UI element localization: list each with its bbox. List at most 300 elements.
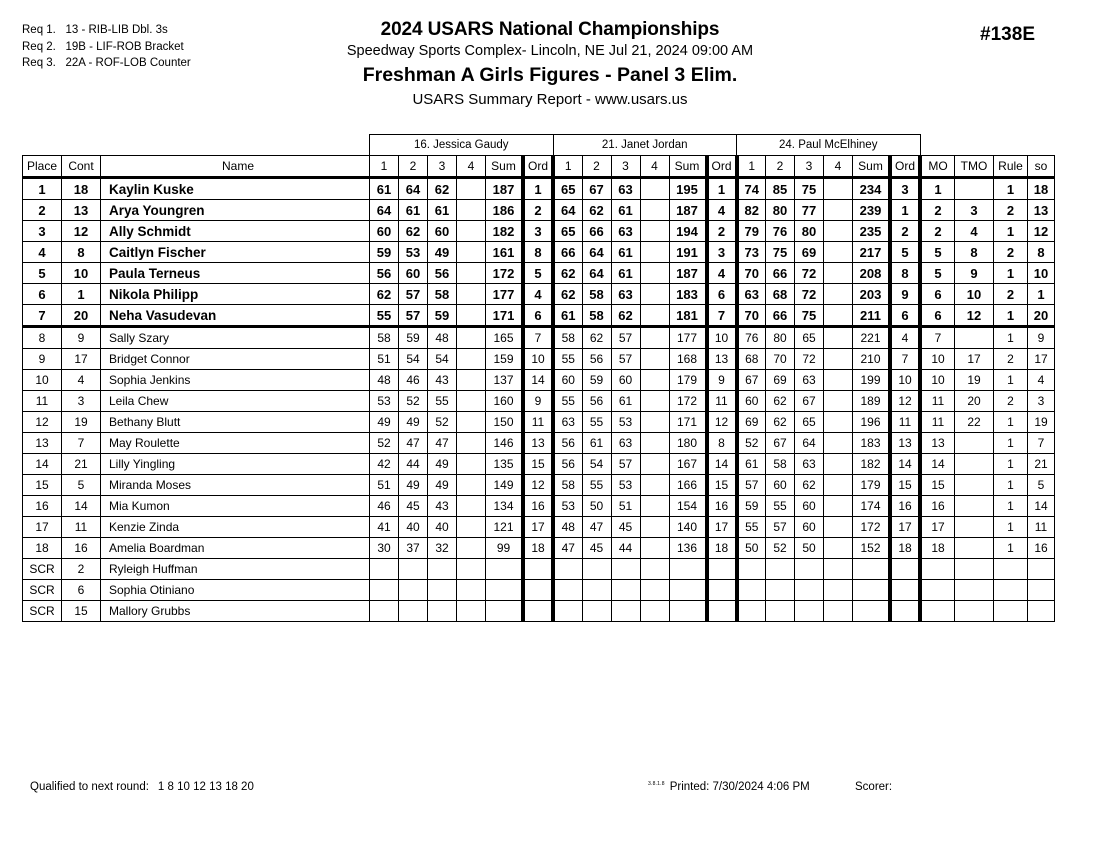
cell-judge1-fig4: [457, 178, 486, 200]
cell-cont: 14: [62, 496, 101, 517]
cell-judge1-fig1: [370, 580, 399, 601]
judge-header-row: [23, 135, 1055, 156]
table-row: [23, 433, 1055, 454]
cell-judge3-fig2: 80: [766, 327, 795, 349]
cell-judge2-fig3: [611, 580, 640, 601]
cell-mo: 2: [920, 221, 955, 242]
cell-judge2-fig4: [640, 391, 669, 412]
cell-judge1-sum: [486, 559, 524, 580]
cell-place: 11: [23, 391, 62, 412]
cell-place: 18: [23, 538, 62, 559]
header-name: Name: [101, 156, 370, 178]
cell-cont: 10: [62, 263, 101, 284]
cell-judge3-fig1: [737, 559, 766, 580]
cell-judge2-fig4: [640, 475, 669, 496]
cell-judge1-sum: 137: [486, 370, 524, 391]
cell-name: Bridget Connor: [101, 349, 370, 370]
cell-so: 14: [1028, 496, 1055, 517]
cell-judge2-fig4: [640, 412, 669, 433]
cell-mo: 16: [920, 496, 955, 517]
cell-judge2-sum: 183: [669, 284, 707, 305]
cell-judge1-ord: 3: [523, 221, 553, 242]
cell-judge1-fig2: 57: [399, 305, 428, 327]
spacer-cell: [994, 135, 1028, 156]
cell-judge3-ord: [890, 601, 920, 622]
cell-place: 1: [23, 178, 62, 200]
cell-tmo: [955, 496, 994, 517]
cell-judge2-fig1: [553, 601, 582, 622]
cell-judge2-fig3: 51: [611, 496, 640, 517]
cell-judge3-fig3: 60: [795, 496, 824, 517]
cell-name: Neha Vasudevan: [101, 305, 370, 327]
cell-judge3-ord: 6: [890, 305, 920, 327]
cell-judge3-fig2: [766, 559, 795, 580]
cell-judge3-sum: 234: [853, 178, 891, 200]
cell-judge2-sum: 180: [669, 433, 707, 454]
cell-judge2-fig4: [640, 454, 669, 475]
cell-rule: [994, 601, 1028, 622]
cell-judge2-fig4: [640, 305, 669, 327]
printed-timestamp: Printed: 7/30/2024 4:06 PM: [669, 781, 810, 793]
cell-rule: 2: [994, 200, 1028, 221]
cell-judge2-sum: 191: [669, 242, 707, 263]
cell-tmo: [955, 475, 994, 496]
requirement-value: 19B - LIF-ROB Bracket: [65, 40, 184, 53]
header-j3-ord: Ord: [890, 156, 920, 178]
cell-judge1-sum: 150: [486, 412, 524, 433]
cell-judge1-fig4: [457, 601, 486, 622]
cell-so: 17: [1028, 349, 1055, 370]
header-j1-fig2: 2: [399, 156, 428, 178]
document-code: #138E: [980, 24, 1035, 45]
cell-judge3-fig1: 74: [737, 178, 766, 200]
cell-judge1-ord: 6: [523, 305, 553, 327]
requirement-value: 13 - RIB-LIB Dbl. 3s: [65, 24, 168, 36]
cell-judge1-fig3: 32: [428, 538, 457, 559]
cell-place: 2: [23, 200, 62, 221]
cell-so: [1028, 580, 1055, 601]
results-table: [22, 134, 1055, 622]
cell-cont: 7: [62, 433, 101, 454]
cell-so: 16: [1028, 538, 1055, 559]
cell-judge3-fig1: 60: [737, 391, 766, 412]
cell-judge3-ord: 13: [890, 433, 920, 454]
cell-judge2-sum: 154: [669, 496, 707, 517]
cell-judge3-fig3: 67: [795, 391, 824, 412]
cell-judge3-fig3: 62: [795, 475, 824, 496]
cell-judge3-sum: [853, 601, 891, 622]
cell-name: Miranda Moses: [101, 475, 370, 496]
cell-judge2-fig2: 47: [582, 517, 611, 538]
header-cont: Cont: [62, 156, 101, 178]
cell-judge1-fig3: 48: [428, 327, 457, 349]
cell-judge3-fig2: 52: [766, 538, 795, 559]
cell-judge1-fig3: 61: [428, 200, 457, 221]
cell-judge3-ord: 4: [890, 327, 920, 349]
cell-name: Sophia Otiniano: [101, 580, 370, 601]
cell-judge1-ord: 15: [523, 454, 553, 475]
cell-judge1-ord: [523, 580, 553, 601]
cell-mo: 7: [920, 327, 955, 349]
cell-judge3-sum: 208: [853, 263, 891, 284]
cell-so: [1028, 559, 1055, 580]
cell-judge2-fig1: 66: [553, 242, 582, 263]
spacer-cell: [62, 135, 101, 156]
cell-name: Kaylin Kuske: [101, 178, 370, 200]
cell-rule: [994, 559, 1028, 580]
table-row: [23, 370, 1055, 391]
cell-judge1-fig2: 47: [399, 433, 428, 454]
cell-so: 12: [1028, 221, 1055, 242]
cell-cont: 8: [62, 242, 101, 263]
cell-judge3-fig2: 75: [766, 242, 795, 263]
cell-judge1-fig1: 42: [370, 454, 399, 475]
cell-name: May Roulette: [101, 433, 370, 454]
cell-judge2-fig2: 62: [582, 200, 611, 221]
cell-judge1-fig2: 45: [399, 496, 428, 517]
cell-judge3-fig1: 67: [737, 370, 766, 391]
cell-judge2-fig3: [611, 601, 640, 622]
cell-judge3-fig4: [824, 580, 853, 601]
cell-judge3-sum: 217: [853, 242, 891, 263]
cell-judge1-fig4: [457, 200, 486, 221]
cell-judge2-fig1: 58: [553, 475, 582, 496]
cell-judge2-sum: 179: [669, 370, 707, 391]
cell-judge2-fig3: [611, 559, 640, 580]
cell-cont: 15: [62, 601, 101, 622]
cell-judge2-fig2: 66: [582, 221, 611, 242]
cell-judge1-fig1: [370, 601, 399, 622]
cell-so: 20: [1028, 305, 1055, 327]
cell-judge2-fig3: 61: [611, 391, 640, 412]
cell-judge1-fig2: 62: [399, 221, 428, 242]
cell-judge3-fig1: 82: [737, 200, 766, 221]
cell-place: 16: [23, 496, 62, 517]
cell-judge2-fig1: 60: [553, 370, 582, 391]
cell-judge2-sum: 136: [669, 538, 707, 559]
cell-judge1-fig1: 64: [370, 200, 399, 221]
cell-judge1-ord: 14: [523, 370, 553, 391]
cell-judge1-ord: 12: [523, 475, 553, 496]
cell-judge3-ord: 8: [890, 263, 920, 284]
cell-judge1-ord: 4: [523, 284, 553, 305]
header-j3-fig4: 4: [824, 156, 853, 178]
spacer-cell: [1028, 135, 1055, 156]
cell-judge3-fig1: 69: [737, 412, 766, 433]
cell-judge3-fig4: [824, 538, 853, 559]
cell-judge1-fig4: [457, 242, 486, 263]
cell-judge3-fig3: [795, 580, 824, 601]
cell-name: Ally Schmidt: [101, 221, 370, 242]
cell-judge1-fig1: 52: [370, 433, 399, 454]
header-j1-ord: Ord: [523, 156, 553, 178]
table-row: [23, 475, 1055, 496]
cell-judge2-ord: 13: [707, 349, 737, 370]
cell-judge3-fig1: 79: [737, 221, 766, 242]
cell-judge1-fig2: 53: [399, 242, 428, 263]
cell-judge3-fig4: [824, 601, 853, 622]
cell-judge2-fig4: [640, 370, 669, 391]
cell-judge1-fig4: [457, 370, 486, 391]
cell-judge2-sum: 166: [669, 475, 707, 496]
cell-judge1-fig3: 40: [428, 517, 457, 538]
cell-judge2-fig3: 53: [611, 475, 640, 496]
judge-1-name: 16. Jessica Gaudy: [370, 135, 554, 156]
cell-judge1-fig1: 41: [370, 517, 399, 538]
cell-judge3-sum: 174: [853, 496, 891, 517]
cell-judge1-ord: 11: [523, 412, 553, 433]
cell-judge1-fig4: [457, 305, 486, 327]
cell-judge2-ord: [707, 601, 737, 622]
cell-tmo: 9: [955, 263, 994, 284]
cell-judge3-sum: 210: [853, 349, 891, 370]
cell-judge2-fig2: 45: [582, 538, 611, 559]
cell-judge1-fig1: 53: [370, 391, 399, 412]
cell-judge1-fig4: [457, 580, 486, 601]
cell-judge3-ord: 17: [890, 517, 920, 538]
cell-so: 7: [1028, 433, 1055, 454]
cell-judge2-ord: 14: [707, 454, 737, 475]
cell-judge1-ord: [523, 559, 553, 580]
cell-tmo: [955, 517, 994, 538]
cell-judge2-fig1: 62: [553, 284, 582, 305]
cell-judge2-fig4: [640, 517, 669, 538]
cell-judge3-fig1: 52: [737, 433, 766, 454]
cell-judge1-sum: [486, 580, 524, 601]
cell-judge1-ord: 9: [523, 391, 553, 412]
cell-judge1-fig2: [399, 559, 428, 580]
cell-judge2-fig1: 55: [553, 349, 582, 370]
requirement-label: Req 1.: [22, 24, 56, 36]
cell-judge1-sum: 159: [486, 349, 524, 370]
cell-judge2-sum: 167: [669, 454, 707, 475]
cell-mo: 11: [920, 412, 955, 433]
cell-judge3-sum: [853, 559, 891, 580]
cell-judge3-fig3: 72: [795, 349, 824, 370]
header-j2-fig4: 4: [640, 156, 669, 178]
cell-judge1-sum: 186: [486, 200, 524, 221]
cell-judge2-ord: 1: [707, 178, 737, 200]
cell-judge1-sum: 99: [486, 538, 524, 559]
cell-judge1-fig2: 60: [399, 263, 428, 284]
cell-place: 15: [23, 475, 62, 496]
cell-tmo: [955, 559, 994, 580]
cell-place: 13: [23, 433, 62, 454]
cell-judge3-fig4: [824, 412, 853, 433]
cell-mo: 14: [920, 454, 955, 475]
table-row: [23, 601, 1055, 622]
cell-judge3-fig2: [766, 601, 795, 622]
cell-judge2-fig2: 64: [582, 242, 611, 263]
cell-judge1-fig4: [457, 284, 486, 305]
cell-judge3-ord: [890, 559, 920, 580]
cell-mo: 1: [920, 178, 955, 200]
cell-judge3-ord: 3: [890, 178, 920, 200]
cell-judge1-sum: 172: [486, 263, 524, 284]
cell-judge3-fig1: 55: [737, 517, 766, 538]
cell-tmo: 20: [955, 391, 994, 412]
cell-judge3-ord: [890, 580, 920, 601]
cell-judge3-ord: 10: [890, 370, 920, 391]
cell-mo: 15: [920, 475, 955, 496]
cell-judge3-fig4: [824, 517, 853, 538]
cell-judge2-fig2: 55: [582, 475, 611, 496]
cell-judge3-fig1: 59: [737, 496, 766, 517]
cell-judge1-fig4: [457, 412, 486, 433]
cell-judge3-fig2: 69: [766, 370, 795, 391]
cell-judge1-fig3: 56: [428, 263, 457, 284]
cell-judge2-ord: 7: [707, 305, 737, 327]
cell-cont: 16: [62, 538, 101, 559]
cell-name: Nikola Philipp: [101, 284, 370, 305]
cell-judge2-ord: 12: [707, 412, 737, 433]
cell-name: Mia Kumon: [101, 496, 370, 517]
cell-judge2-ord: 17: [707, 517, 737, 538]
cell-rule: 2: [994, 391, 1028, 412]
cell-judge1-fig3: 43: [428, 370, 457, 391]
cell-judge3-fig2: 66: [766, 305, 795, 327]
cell-judge3-fig2: 80: [766, 200, 795, 221]
cell-judge2-fig2: 54: [582, 454, 611, 475]
cell-judge2-fig1: 65: [553, 221, 582, 242]
cell-judge3-fig2: 68: [766, 284, 795, 305]
cell-judge3-fig2: 62: [766, 391, 795, 412]
cell-judge1-fig3: 55: [428, 391, 457, 412]
cell-judge3-fig4: [824, 305, 853, 327]
cell-judge1-sum: 171: [486, 305, 524, 327]
header-so: so: [1028, 156, 1055, 178]
cell-judge2-fig2: 58: [582, 305, 611, 327]
cell-rule: 2: [994, 284, 1028, 305]
cell-name: Kenzie Zinda: [101, 517, 370, 538]
report-footer: [0, 778, 1100, 802]
cell-judge1-ord: 17: [523, 517, 553, 538]
table-row: [23, 178, 1055, 200]
cell-place: 17: [23, 517, 62, 538]
cell-mo: 2: [920, 200, 955, 221]
cell-judge3-fig4: [824, 327, 853, 349]
cell-mo: [920, 601, 955, 622]
cell-judge3-fig3: [795, 559, 824, 580]
cell-judge1-fig4: [457, 475, 486, 496]
cell-mo: 5: [920, 263, 955, 284]
cell-judge3-fig4: [824, 263, 853, 284]
cell-judge2-ord: 18: [707, 538, 737, 559]
cell-judge1-fig3: 54: [428, 349, 457, 370]
cell-judge1-ord: 16: [523, 496, 553, 517]
cell-rule: 1: [994, 475, 1028, 496]
cell-judge1-fig2: 52: [399, 391, 428, 412]
cell-judge1-sum: 161: [486, 242, 524, 263]
cell-tmo: [955, 327, 994, 349]
requirement-value: 22A - ROF-LOB Counter: [65, 57, 191, 69]
cell-judge1-fig1: 62: [370, 284, 399, 305]
cell-judge3-fig3: 65: [795, 327, 824, 349]
cell-cont: 6: [62, 580, 101, 601]
cell-cont: 3: [62, 391, 101, 412]
cell-judge3-fig4: [824, 200, 853, 221]
cell-judge2-fig3: 57: [611, 454, 640, 475]
cell-judge1-fig1: 59: [370, 242, 399, 263]
header-j2-sum: Sum: [669, 156, 707, 178]
cell-rule: [994, 580, 1028, 601]
header-j3-fig3: 3: [795, 156, 824, 178]
cell-tmo: 10: [955, 284, 994, 305]
cell-judge3-fig2: 57: [766, 517, 795, 538]
cell-judge3-fig4: [824, 475, 853, 496]
cell-judge2-fig4: [640, 601, 669, 622]
cell-judge2-ord: 6: [707, 284, 737, 305]
cell-judge1-fig4: [457, 538, 486, 559]
cell-judge3-fig1: [737, 580, 766, 601]
cell-judge2-fig1: 62: [553, 263, 582, 284]
cell-judge2-fig4: [640, 284, 669, 305]
cell-judge3-fig3: 63: [795, 370, 824, 391]
table-row: [23, 349, 1055, 370]
cell-judge3-fig1: 70: [737, 305, 766, 327]
cell-judge1-fig2: 40: [399, 517, 428, 538]
header-j1-fig1: 1: [370, 156, 399, 178]
cell-place: SCR: [23, 559, 62, 580]
cell-rule: 1: [994, 327, 1028, 349]
cell-so: 8: [1028, 242, 1055, 263]
table-row: [23, 517, 1055, 538]
cell-judge3-ord: 18: [890, 538, 920, 559]
cell-judge3-ord: 9: [890, 284, 920, 305]
cell-so: 3: [1028, 391, 1055, 412]
cell-tmo: [955, 538, 994, 559]
cell-judge3-ord: 1: [890, 200, 920, 221]
cell-judge1-fig4: [457, 263, 486, 284]
cell-mo: 6: [920, 284, 955, 305]
cell-judge1-fig1: 51: [370, 475, 399, 496]
cell-judge1-fig2: 44: [399, 454, 428, 475]
cell-judge1-fig4: [457, 454, 486, 475]
cell-judge1-fig4: [457, 517, 486, 538]
cell-judge3-sum: 189: [853, 391, 891, 412]
cell-judge2-fig2: 56: [582, 349, 611, 370]
table-row: [23, 263, 1055, 284]
cell-judge2-ord: [707, 580, 737, 601]
cell-judge2-fig3: 61: [611, 263, 640, 284]
cell-judge1-sum: 135: [486, 454, 524, 475]
cell-judge1-fig2: 46: [399, 370, 428, 391]
cell-judge1-fig2: 37: [399, 538, 428, 559]
cell-judge2-fig1: 48: [553, 517, 582, 538]
cell-judge1-fig1: 56: [370, 263, 399, 284]
table-row: [23, 412, 1055, 433]
cell-judge1-fig1: 58: [370, 327, 399, 349]
cell-judge3-sum: 239: [853, 200, 891, 221]
table-row: [23, 327, 1055, 349]
cell-judge1-fig2: 61: [399, 200, 428, 221]
cell-mo: 6: [920, 305, 955, 327]
cell-judge3-fig4: [824, 284, 853, 305]
cell-judge2-ord: 10: [707, 327, 737, 349]
cell-name: Leila Chew: [101, 391, 370, 412]
cell-judge2-fig2: 67: [582, 178, 611, 200]
cell-tmo: 17: [955, 349, 994, 370]
cell-name: Lilly Yingling: [101, 454, 370, 475]
cell-judge2-fig3: 63: [611, 178, 640, 200]
cell-judge1-fig4: [457, 433, 486, 454]
cell-judge2-sum: 194: [669, 221, 707, 242]
cell-judge2-fig4: [640, 559, 669, 580]
cell-judge2-fig2: 56: [582, 391, 611, 412]
cell-judge2-ord: 9: [707, 370, 737, 391]
cell-judge2-ord: 16: [707, 496, 737, 517]
cell-judge1-sum: 146: [486, 433, 524, 454]
